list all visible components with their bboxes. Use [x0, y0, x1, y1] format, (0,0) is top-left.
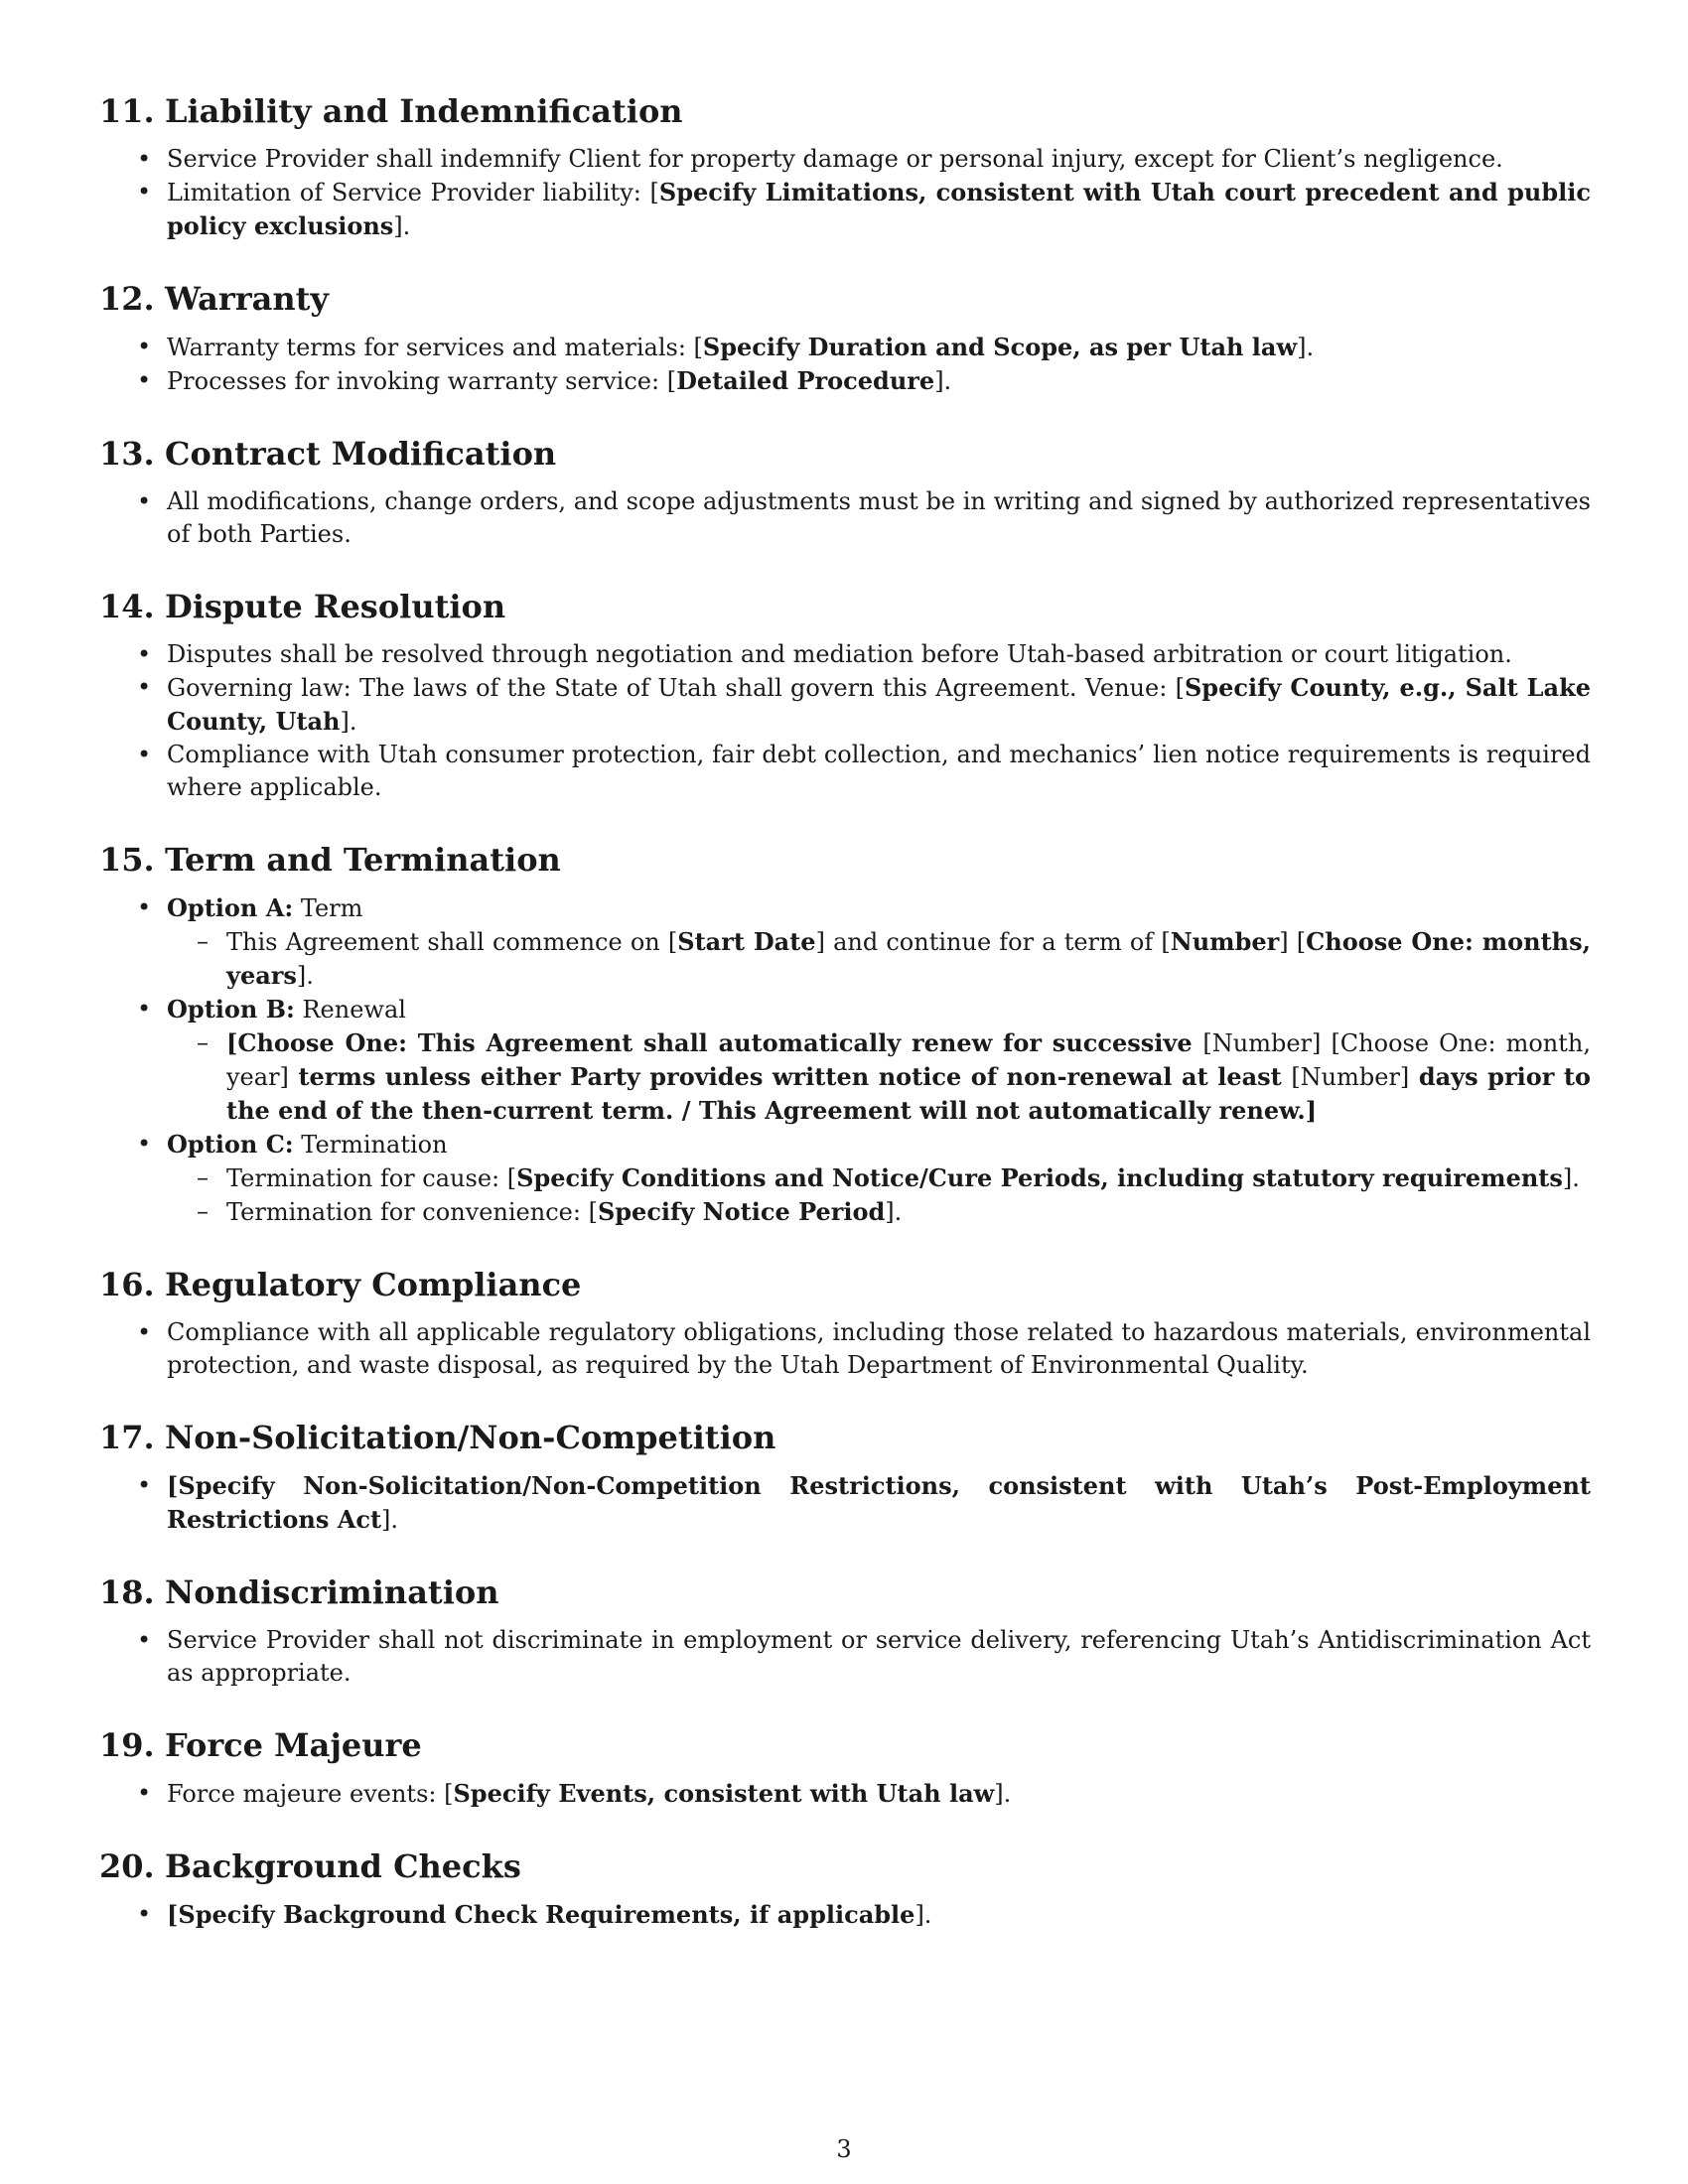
item-text: ].	[885, 1198, 903, 1226]
item-text: Service Provider shall indemnify Client for property damage or personal injury, except for Client’s negligence.	[167, 145, 1503, 173]
section-regulatory-compliance	[99, 1265, 1591, 1382]
section-heading	[99, 434, 1591, 474]
section-heading	[99, 279, 1591, 319]
page-number: 3	[836, 2135, 852, 2163]
bullet-list	[99, 485, 1591, 551]
section-dispute-resolution	[99, 587, 1591, 804]
placeholder-text: [Choose One: This Agreement shall automatically renew for successive	[226, 1028, 1203, 1057]
section-heading	[99, 840, 1591, 880]
section-number: 19.	[99, 1726, 155, 1764]
placeholder-text: Specify Non-Solicitation/Non-Competition Restrictions, consistent with Utah’s Post-Employment Restrictions Act	[167, 1471, 1591, 1534]
section-title: Regulatory Compliance	[165, 1266, 582, 1303]
placeholder-text: Specify Background Check Requirements, if applicable	[178, 1900, 915, 1929]
bullet-list	[99, 1469, 1591, 1537]
option-item	[99, 993, 1591, 1128]
item-text: [	[167, 1900, 179, 1929]
section-heading	[99, 1846, 1591, 1886]
bullet-list	[99, 331, 1591, 398]
section-number: 18.	[99, 1573, 155, 1611]
item-text: [	[167, 1471, 179, 1500]
section-title: Warranty	[165, 280, 329, 318]
option-label: Option A:	[167, 893, 294, 922]
option-item	[99, 891, 1591, 993]
list-item	[99, 671, 1591, 739]
item-text: Processes for invoking warranty service: [	[167, 367, 677, 395]
item-text: ].	[994, 1780, 1012, 1808]
list-item	[99, 1316, 1591, 1382]
section-number: 14.	[99, 588, 155, 625]
sub-list	[167, 1161, 1591, 1229]
item-text: [Number]	[1291, 1063, 1410, 1091]
section-title: Force Majeure	[165, 1726, 422, 1764]
bullet-list	[99, 638, 1591, 804]
sub-item	[167, 1161, 1591, 1195]
placeholder-text: Specify Events, consistent with Utah law	[453, 1779, 995, 1808]
section-title: Nondiscrimination	[165, 1573, 499, 1611]
placeholder-text: Detailed Procedure	[676, 366, 935, 395]
bullet-list	[99, 143, 1591, 243]
sub-list	[167, 925, 1591, 993]
section-number: 13.	[99, 435, 155, 473]
bullet-list	[99, 1898, 1591, 1932]
sub-item	[167, 925, 1591, 993]
list-item	[99, 739, 1591, 804]
option-label: Option C:	[167, 1130, 294, 1159]
list-item	[99, 331, 1591, 364]
item-text: ].	[914, 1901, 932, 1929]
bullet-list	[99, 1624, 1591, 1690]
item-text: Compliance with Utah consumer protection, fair debt collection, and mechanics’ lien notice requirements is required where applicable.	[167, 741, 1591, 801]
item-text: ].	[934, 367, 952, 395]
placeholder-text: Specify Notice Period	[597, 1197, 886, 1226]
list-item	[99, 1624, 1591, 1690]
placeholder-text: Specify Duration and Scope, as per Utah law	[702, 333, 1298, 361]
list-item	[99, 638, 1591, 671]
bullet-list	[99, 1316, 1591, 1382]
placeholder-text: terms unless either Party provides written notice of non-renewal at least	[288, 1062, 1292, 1091]
section-heading	[99, 91, 1591, 131]
placeholder-text: Specify County, e.g., Salt Lake County, Utah	[167, 673, 1592, 736]
section-non-solicitation	[99, 1418, 1591, 1537]
section-title: Term and Termination	[165, 841, 561, 879]
item-text: Warranty terms for services and materials: [	[167, 334, 703, 361]
list-item	[99, 485, 1591, 551]
item-text: All modifications, change orders, and scope adjustments must be in writing and signed by authorized representatives of both Parties.	[167, 487, 1591, 548]
item-text: ].	[1562, 1164, 1580, 1192]
section-heading	[99, 1572, 1591, 1612]
section-number: 20.	[99, 1847, 155, 1885]
section-number: 16.	[99, 1266, 155, 1303]
item-text: Termination for cause: [	[226, 1164, 517, 1192]
sub-list	[167, 1026, 1591, 1128]
option-label: Option B:	[167, 995, 295, 1024]
item-text: Service Provider shall not discriminate in employment or service delivery, referencing Utah’s Antidiscrimination Act as appropriate.	[167, 1626, 1591, 1687]
section-heading	[99, 587, 1591, 626]
item-text: Termination for convenience: [	[226, 1198, 598, 1226]
placeholder-text: days prior to the end of the then-current term. / This Agreement will not automatically renew.]	[226, 1062, 1591, 1125]
item-text: Compliance with all applicable regulatory obligations, including those related to hazardous materials, environmental protection, and waste disposal, as required by the Utah Department of Environmental Quality.	[167, 1318, 1591, 1379]
section-liability	[99, 91, 1591, 243]
item-text: [Number] [Choose One: month, year]	[226, 1029, 1591, 1091]
item-text: Force majeure events: [	[167, 1780, 454, 1808]
item-text: ].	[381, 1506, 399, 1534]
item-text: Disputes shall be resolved through negotiation and mediation before Utah-based arbitration or court litigation.	[167, 640, 1512, 668]
section-number: 12.	[99, 280, 155, 318]
placeholder-text: Specify Conditions and Notice/Cure Periods, including statutory requirements	[516, 1163, 1563, 1192]
item-text: Governing law: The laws of the State of Utah shall govern this Agreement. Venue: [	[167, 674, 1185, 702]
option-name: Termination	[293, 1131, 448, 1159]
option-item	[99, 1128, 1591, 1229]
section-number: 15.	[99, 841, 155, 879]
item-text: Limitation of Service Provider liability: [	[167, 179, 659, 206]
placeholder-text: Choose One: months, years	[226, 927, 1591, 990]
list-item	[99, 176, 1591, 243]
option-name: Term	[293, 894, 363, 922]
section-heading	[99, 1725, 1591, 1765]
sub-item	[167, 1026, 1591, 1128]
section-force-majeure	[99, 1725, 1591, 1811]
item-text: ].	[340, 708, 357, 736]
section-heading	[99, 1418, 1591, 1457]
option-name: Renewal	[294, 996, 406, 1024]
item-text: ].	[296, 962, 314, 990]
list-item	[99, 1898, 1591, 1932]
list-item	[99, 143, 1591, 176]
section-number: 17.	[99, 1419, 155, 1456]
section-heading	[99, 1265, 1591, 1304]
placeholder-text: Start Date	[677, 927, 816, 956]
sub-item	[167, 1195, 1591, 1229]
section-title: Non-Solicitation/Non-Competition	[165, 1419, 776, 1456]
placeholder-text: Specify Limitations, consistent with Utah court precedent and public policy exclusions	[167, 178, 1591, 240]
list-item	[99, 364, 1591, 398]
bullet-list	[99, 1777, 1591, 1811]
bullet-list	[99, 891, 1591, 1229]
section-contract-modification	[99, 434, 1591, 551]
section-title: Dispute Resolution	[165, 588, 506, 625]
section-number: 11.	[99, 92, 155, 130]
item-text: ] [	[1279, 928, 1307, 956]
section-title: Liability and Indemnification	[165, 92, 683, 130]
section-warranty	[99, 279, 1591, 398]
list-item	[99, 1777, 1591, 1811]
placeholder-text: Number	[1170, 927, 1280, 956]
section-title: Background Checks	[165, 1847, 521, 1885]
section-term-termination	[99, 840, 1591, 1229]
section-title: Contract Modification	[165, 435, 557, 473]
item-text: This Agreement shall commence on [	[226, 928, 678, 956]
item-text: ].	[1297, 334, 1315, 361]
item-text: ] and continue for a term of [	[815, 928, 1171, 956]
document-page	[99, 91, 1591, 1968]
section-background-checks	[99, 1846, 1591, 1932]
item-text: ].	[393, 212, 411, 240]
list-item	[99, 1469, 1591, 1537]
section-nondiscrimination	[99, 1572, 1591, 1690]
